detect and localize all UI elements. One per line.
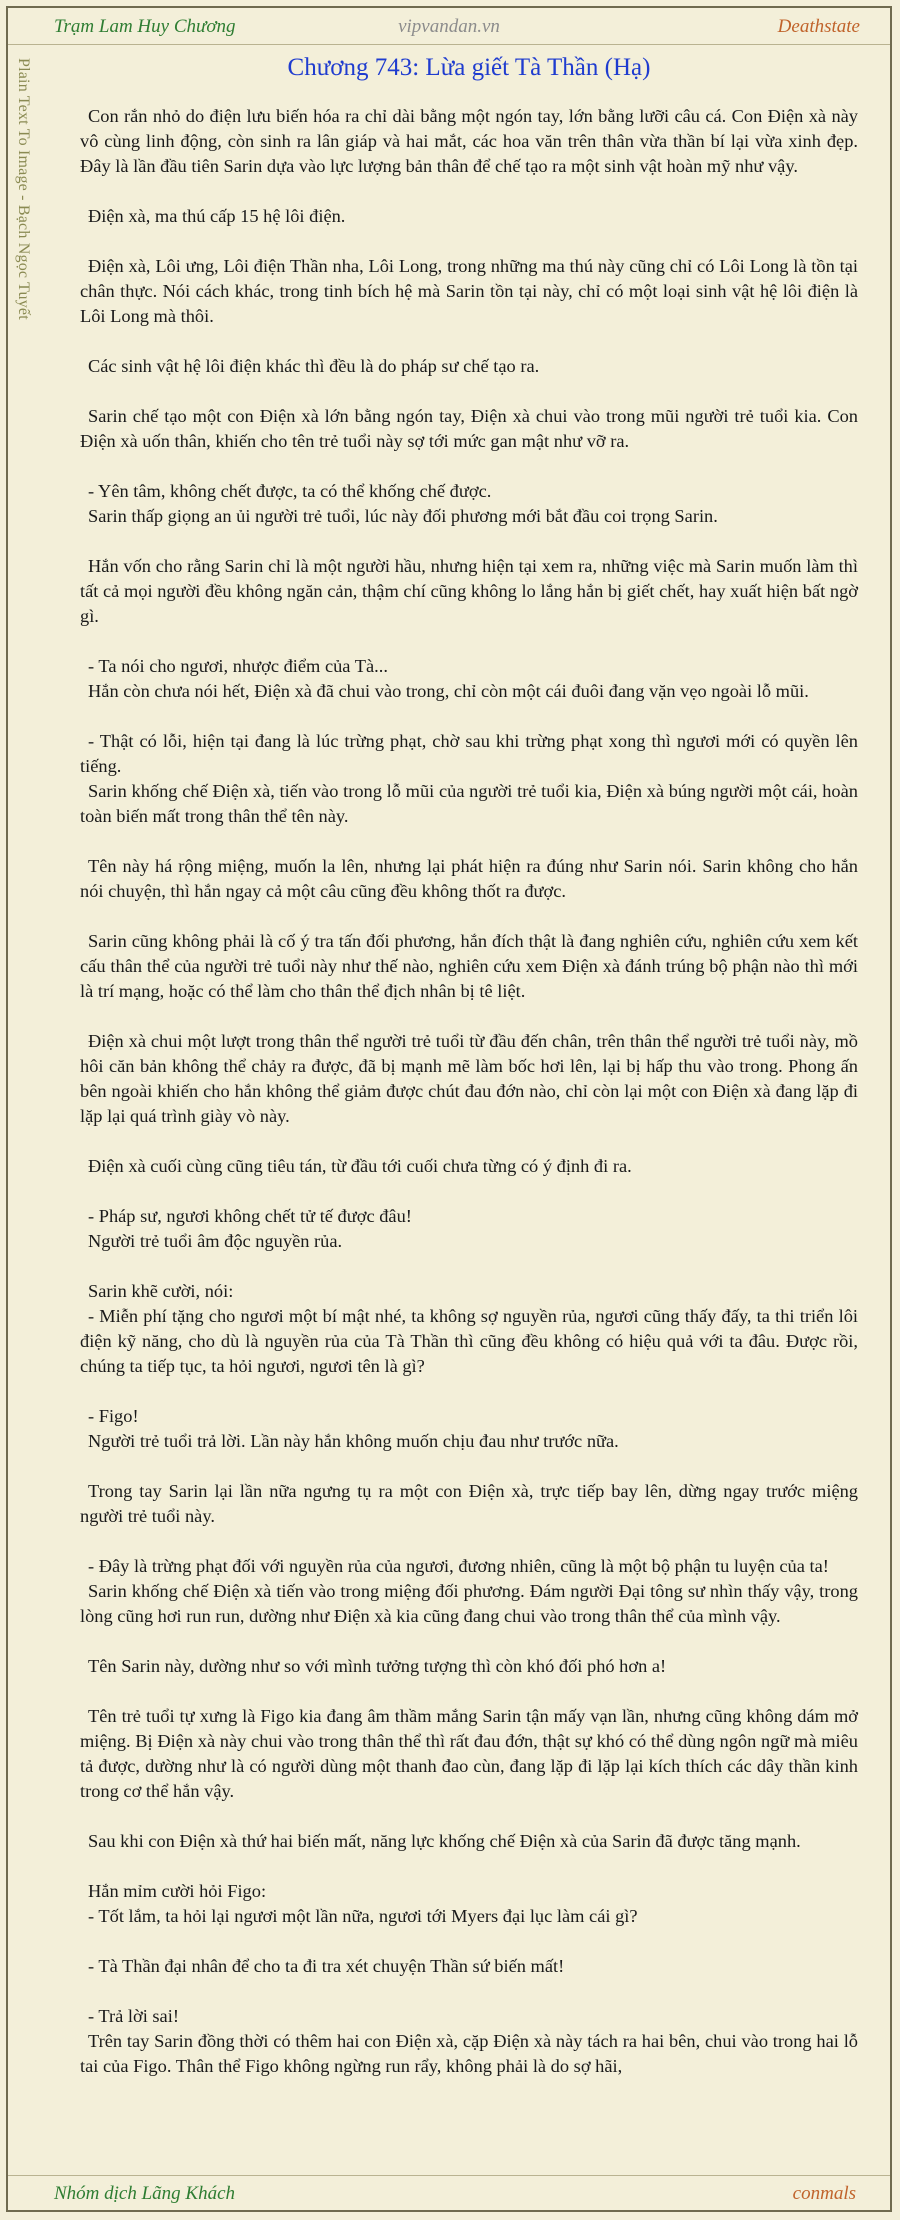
paragraph-line: Người trẻ tuổi âm độc nguyền rủa. bbox=[88, 1231, 343, 1251]
paragraph bbox=[80, 1404, 858, 1454]
paragraph bbox=[80, 1704, 858, 1804]
paragraph-line: - Tà Thần đại nhân để cho ta đi tra xét chuyện Thần sứ biến mất! bbox=[88, 1956, 565, 1976]
paragraph-line: Trong tay Sarin lại lần nữa ngưng tụ ra một con Điện xà, trực tiếp bay lên, dừng ngay trước miệng người trẻ tuổi này. bbox=[80, 1481, 858, 1526]
paragraph bbox=[80, 254, 858, 329]
page-header bbox=[8, 8, 890, 45]
paragraph bbox=[80, 654, 858, 704]
paragraph-line: Sarin khống chế Điện xà, tiến vào trong lỗ mũi của người trẻ tuổi kia, Điện xà búng người một cái, hoàn toàn biến mất trong thân thể tên này. bbox=[80, 781, 858, 826]
paragraph-line: Điện xà, Lôi ưng, Lôi điện Thần nha, Lôi Long, trong những ma thú này cũng chỉ có Lôi Long là tồn tại chân thực. Nói cách khác, trong tinh bích hệ mà Sarin tồn tại này, chỉ có một loại sinh vật hệ lôi điện là Lôi Long mà thôi. bbox=[80, 256, 858, 326]
paragraph bbox=[80, 1654, 858, 1679]
paragraph-line: - Miễn phí tặng cho ngươi một bí mật nhé, ta không sợ nguyền rủa, ngươi cũng thấy đấy, ta thi triển lôi điện kỹ năng, cho dù là nguyền rủa của Tà Thần thì cũng đều không có hiệu quả với ta đâu. Được rồi, chúng ta tiếp tục, ta hỏi ngươi, ngươi tên là gì? bbox=[80, 1306, 858, 1376]
paragraph bbox=[80, 1204, 858, 1254]
paragraph bbox=[80, 479, 858, 529]
paragraph-line: Hắn mỉm cười hỏi Figo: bbox=[88, 1881, 267, 1901]
header-url: vipvandan.vn bbox=[398, 16, 500, 37]
paragraph-line: Điện xà chui một lượt trong thân thể người trẻ tuổi từ đầu đến chân, trên thân thể người trẻ tuổi này, mồ hôi căn bản không thể chảy ra được, đã bị mạnh mẽ làm bốc hơi lên, lại bị hấp thu vào trong. Phong ấn bên ngoài khiến cho hắn không thể giảm được chút đau đớn nào, chỉ còn lại một con Điện xà đang lặp đi lặp lại quá trình giày vò này. bbox=[80, 1031, 858, 1126]
paragraph-line: Tên trẻ tuổi tự xưng là Figo kia đang âm thầm mắng Sarin tận mấy vạn lần, nhưng cũng không dám mở miệng. Bị Điện xà này chui vào trong thân thể thì rất đau đớn, thật sự khó có thể dùng ngôn ngữ mà miêu tả được, dường như là có người dùng một thanh đao cùn, đang lặp đi lặp lại kích thích các dây thần kinh trong cơ thể hắn vậy. bbox=[80, 1706, 858, 1801]
paragraph-line: Tên Sarin này, dường như so với mình tưởng tượng thì còn khó đối phó hơn a! bbox=[88, 1656, 667, 1676]
chapter-title: Chương 743: Lừa giết Tà Thần (Hạ) bbox=[287, 54, 651, 81]
paragraph-line: - Pháp sư, ngươi không chết tử tế được đâu! bbox=[88, 1206, 412, 1226]
paragraph-line: Điện xà cuối cùng cũng tiêu tán, từ đầu tới cuối chưa từng có ý định đi ra. bbox=[88, 1156, 632, 1176]
paragraph bbox=[80, 2004, 858, 2079]
paragraph-line: Sarin khống chế Điện xà tiến vào trong miệng đối phương. Đám người Đại tông sư nhìn thấy vậy, trong lòng cũng hơi run run, dường như Điện xà kia cũng đang chui vào trong thân thể của mình vậy. bbox=[80, 1581, 858, 1626]
paragraph bbox=[80, 1154, 858, 1179]
footer-editor: conmals bbox=[792, 2183, 856, 2204]
paragraph-line: Trên tay Sarin đồng thời có thêm hai con Điện xà, cặp Điện xà này tách ra hai bên, chui vào trong hai lỗ tai của Figo. Thân thể Figo không ngừng run rẩy, không phải là do sợ hãi, bbox=[80, 2031, 858, 2076]
paragraph bbox=[80, 929, 858, 1004]
paragraph bbox=[80, 729, 858, 829]
paragraph-line: - Ta nói cho ngươi, nhược điểm của Tà... bbox=[88, 656, 388, 676]
paragraph bbox=[80, 554, 858, 629]
paragraph bbox=[80, 1554, 858, 1629]
paragraph-line: Người trẻ tuổi trả lời. Lần này hắn không muốn chịu đau như trước nữa. bbox=[88, 1431, 619, 1451]
paragraph-line: - Trả lời sai! bbox=[88, 2006, 179, 2026]
paragraph-line: - Tốt lắm, ta hỏi lại ngươi một lần nữa, ngươi tới Myers đại lục làm cái gì? bbox=[88, 1906, 638, 1926]
page-footer bbox=[8, 2175, 890, 2210]
side-watermark-text: Plain Text To Image - Bạch Ngọc Tuyết bbox=[15, 58, 32, 320]
footer-translator-group: Nhóm dịch Lãng Khách bbox=[54, 2183, 236, 2204]
paragraph-line: Hắn còn chưa nói hết, Điện xà đã chui vào trong, chỉ còn một cái đuôi đang vặn vẹo ngoài lỗ mũi. bbox=[88, 681, 809, 701]
paragraph-line: Các sinh vật hệ lôi điện khác thì đều là do pháp sư chế tạo ra. bbox=[88, 356, 540, 376]
paragraph-line: Sarin cũng không phải là cố ý tra tấn đối phương, hắn đích thật là đang nghiên cứu, nghiên cứu xem kết cấu thân thể của người trẻ tuổi này như thế nào, nghiên cứu xem Điện xà đánh trúng bộ phận nào thì mới là trí mạng, hoặc có thể làm cho thân thể địch nhân bị tê liệt. bbox=[80, 931, 858, 1001]
paragraph-line: Sarin chế tạo một con Điện xà lớn bằng ngón tay, Điện xà chui vào trong mũi người trẻ tuổi kia. Con Điện xà uốn thân, khiến cho tên trẻ tuổi này sợ tới mức gan mật như vỡ ra. bbox=[80, 406, 858, 451]
paragraph bbox=[80, 104, 858, 179]
paragraph bbox=[80, 1879, 858, 1929]
paragraph-line: - Yên tâm, không chết được, ta có thể khống chế được. bbox=[88, 481, 492, 501]
header-author: Deathstate bbox=[777, 16, 860, 37]
paragraph-line: Sarin khẽ cười, nói: bbox=[88, 1281, 234, 1301]
paragraph bbox=[80, 1479, 858, 1529]
paragraph-line: - Thật có lỗi, hiện tại đang là lúc trừng phạt, chờ sau khi trừng phạt xong thì ngươi mới có quyền lên tiếng. bbox=[80, 731, 858, 776]
paragraph bbox=[80, 854, 858, 904]
paragraph-line: - Figo! bbox=[88, 1406, 139, 1426]
paragraph bbox=[80, 404, 858, 454]
paragraph-line: Sau khi con Điện xà thứ hai biến mất, năng lực khống chế Điện xà của Sarin đã được tăng mạnh. bbox=[88, 1831, 801, 1851]
paragraph-line: Hắn vốn cho rằng Sarin chỉ là một người hầu, nhưng hiện tại xem ra, những việc mà Sarin muốn làm thì tất cả mọi người đều không ngăn cản, thậm chí cũng không lo lắng hắn bị giết chết, hay xuất hiện bất ngờ gì. bbox=[80, 556, 858, 626]
paragraph-line: Con rắn nhỏ do điện lưu biến hóa ra chỉ dài bằng một ngón tay, lớn bằng lưỡi câu cá. Con Điện xà này vô cùng linh động, còn sinh ra lân giáp và hai mắt, các hoa văn trên thân vừa thần bí lại vừa xinh đẹp. Đây là lần đầu tiên Sarin dựa vào lực lượng bản thân để chế tạo ra một sinh vật hoàn mỹ như vậy. bbox=[80, 106, 858, 176]
paragraph bbox=[80, 204, 858, 229]
paragraph-line: Tên này há rộng miệng, muốn la lên, nhưng lại phát hiện ra đúng như Sarin nói. Sarin không cho hắn nói chuyện, thì hắn ngay cả một câu cũng đều không thốt ra được. bbox=[80, 856, 858, 901]
header-site-name: Trạm Lam Huy Chương bbox=[54, 16, 236, 37]
chapter-content bbox=[80, 104, 858, 2104]
paragraph bbox=[80, 1029, 858, 1129]
page-frame bbox=[6, 6, 892, 2212]
paragraph bbox=[80, 1829, 858, 1854]
paragraph bbox=[80, 1954, 858, 1979]
paragraph-line: Điện xà, ma thú cấp 15 hệ lôi điện. bbox=[88, 206, 346, 226]
paragraph-line: Sarin thấp giọng an ủi người trẻ tuổi, lúc này đối phương mới bắt đầu coi trọng Sarin. bbox=[88, 506, 718, 526]
paragraph bbox=[80, 354, 858, 379]
paragraph-line: - Đây là trừng phạt đối với nguyền rủa của ngươi, đương nhiên, cũng là một bộ phận tu luyện của ta! bbox=[88, 1556, 829, 1576]
paragraph bbox=[80, 1279, 858, 1379]
